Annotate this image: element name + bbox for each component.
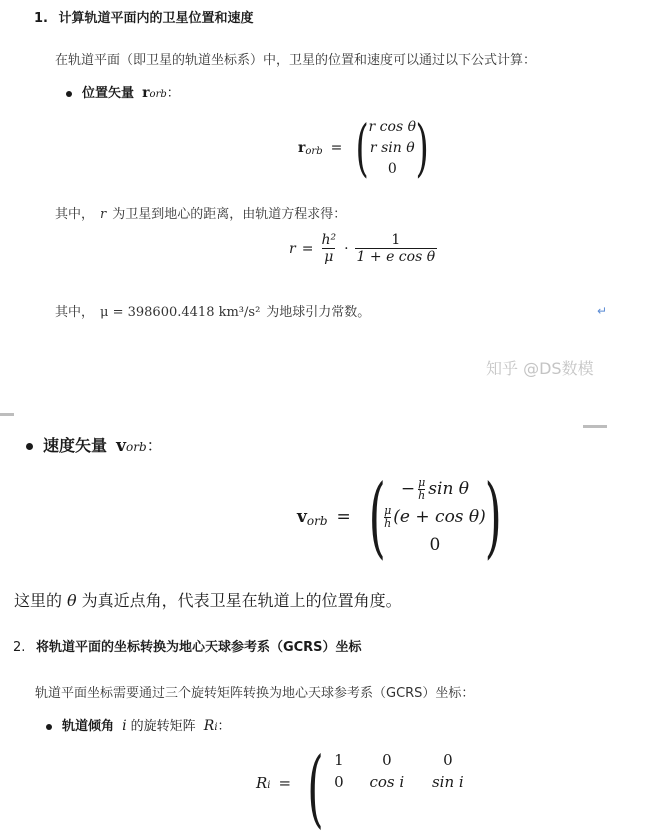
r-definition: 其中， r 为卫星到地心的距离，由轨道方程求得：	[55, 207, 347, 222]
left-paren: (	[355, 111, 370, 184]
orbit-equation: r = $\frac{\text{h²}}{\mu}$ · $\frac{1}{\text{1 + e cos θ}}$	[289, 232, 436, 265]
position-vector-bullet: 位置矢量 rorb：	[66, 82, 180, 101]
right-divider	[583, 425, 607, 428]
section-1-intro: 在轨道平面（即卫星的轨道坐标系）中，卫星的位置和速度可以通过以下公式计算：	[55, 53, 537, 68]
fraction-h2-mu: $\frac{\text{h²}}{\mu}$	[321, 232, 337, 265]
velocity-vector-formula: v orb = ( − $\frac{\mu}{h}$ sin θ $\frac{\mu}{h}$ (e + cos θ) 0 )	[297, 465, 502, 568]
inclination-bullet: 轨道倾角 i 的旋转矩阵 Ri：	[46, 715, 231, 734]
watermark: 知乎 @DS数模	[486, 359, 594, 378]
section-title: 计算轨道平面内的卫星位置和速度	[58, 11, 254, 26]
position-vector-formula: r orb = ( r cos θ r sin θ 0 )	[298, 111, 429, 184]
bullet-dot	[66, 91, 72, 97]
section-number: 1.	[34, 11, 48, 26]
left-divider	[0, 413, 14, 416]
velocity-vector-bullet: 速度矢量 vorb：	[26, 433, 163, 456]
mu-definition: 其中， μ = 398600.4418 km³/s² 为地球引力常数。	[55, 305, 371, 320]
left-paren: (	[307, 739, 324, 837]
section-number: 2.	[13, 640, 26, 655]
right-paren: )	[415, 111, 429, 184]
bullet-dot	[46, 724, 52, 730]
section-1-heading	[34, 7, 254, 26]
matrix-grid: 1 0 0 0 cos i sin i	[334, 751, 464, 791]
inclination-rotation-matrix: Ri = ( 1 0 0 0 cos i sin i	[256, 748, 478, 830]
section-2-heading	[13, 636, 362, 655]
position-matrix-column: r cos θ r sin θ 0	[368, 118, 417, 177]
velocity-matrix-column: − $\frac{\mu}{h}$ sin θ $\frac{\mu}{h}$ (e + cos θ) 0	[384, 475, 486, 555]
theta-definition: 这里的 θ 为真近点角，代表卫星在轨道上的位置角度。	[14, 591, 402, 610]
fraction-1-over: $\frac{1}{\text{1 + e cos θ}}$	[356, 232, 436, 265]
section-2-intro: 轨道平面坐标需要通过三个旋转矩阵转换为地心天球参考系（GCRS）坐标：	[35, 686, 475, 701]
section-title: 将轨道平面的坐标转换为地心天球参考系（GCRS）坐标	[35, 640, 362, 655]
left-paren: (	[368, 465, 386, 568]
return-mark-icon: ↵	[597, 304, 608, 318]
bullet-dot	[26, 443, 33, 450]
right-paren: )	[484, 465, 502, 568]
